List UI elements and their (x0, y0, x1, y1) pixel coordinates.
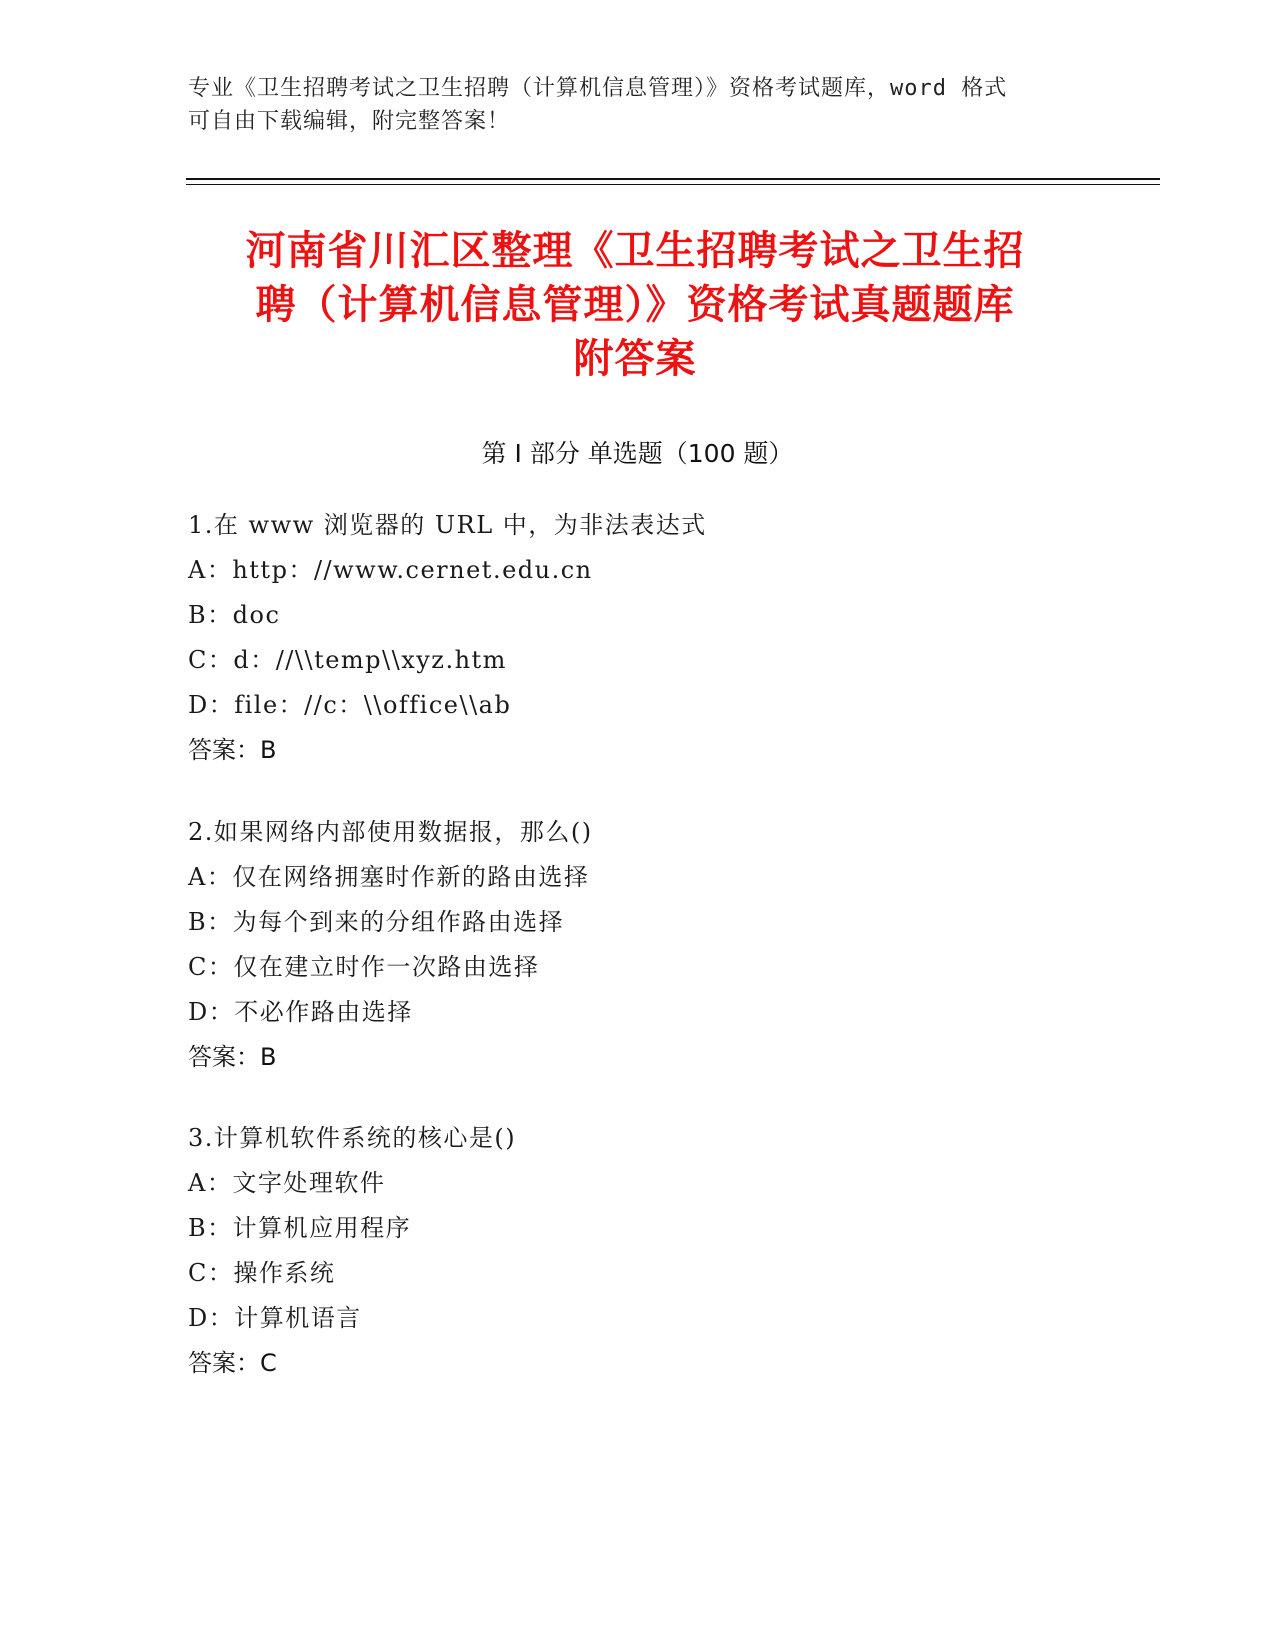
question-2 (188, 810, 1088, 1080)
document-title (190, 224, 1080, 386)
question-1 (188, 503, 1088, 773)
document-title-line-1: 河南省川汇区整理《卫生招聘考试之卫生招 (245, 228, 1025, 274)
header-divider-thin (186, 184, 1160, 185)
option-d: D：file：//c：\\office\\ab (188, 691, 512, 719)
header-note-line-1: 专业《卫生招聘考试之卫生招聘（计算机信息管理）》资格考试题库，word 格式 (188, 76, 1008, 101)
answer-line: 答案：B (188, 1043, 277, 1071)
option-a: A：http：//www.cernet.edu.cn (188, 556, 593, 584)
option-d: D：计算机语言 (188, 1304, 362, 1332)
question-stem: 3.计算机软件系统的核心是() (188, 1124, 517, 1152)
header-divider-thick (186, 178, 1160, 180)
option-c: C：d：//\\temp\\xyz.htm (188, 646, 507, 674)
question-stem: 2.如果网络内部使用数据报，那么() (188, 818, 593, 846)
header-note (188, 72, 1068, 138)
document-title-line-2: 聘（计算机信息管理）》资格考试真题题库 (255, 282, 1015, 328)
answer-line: 答案：B (188, 736, 277, 764)
header-note-line-2: 可自由下载编辑，附完整答案！ (188, 109, 511, 134)
option-d: D：不必作路由选择 (188, 998, 413, 1026)
option-b: B：doc (188, 601, 281, 629)
option-c: C：仅在建立时作一次路由选择 (188, 953, 540, 981)
option-c: C：操作系统 (188, 1259, 336, 1287)
option-a: A：仅在网络拥塞时作新的路由选择 (188, 863, 590, 891)
document-title-line-3: 附答案 (573, 336, 697, 382)
option-a: A：文字处理软件 (188, 1169, 386, 1197)
option-b: B：为每个到来的分组作路由选择 (188, 908, 565, 936)
question-3 (188, 1116, 1088, 1386)
section-heading: 第 I 部分 单选题（100 题） (481, 439, 794, 468)
answer-line: 答案：C (188, 1349, 277, 1377)
question-stem: 1.在 www 浏览器的 URL 中，为非法表达式 (188, 511, 707, 539)
option-b: B：计算机应用程序 (188, 1214, 412, 1242)
